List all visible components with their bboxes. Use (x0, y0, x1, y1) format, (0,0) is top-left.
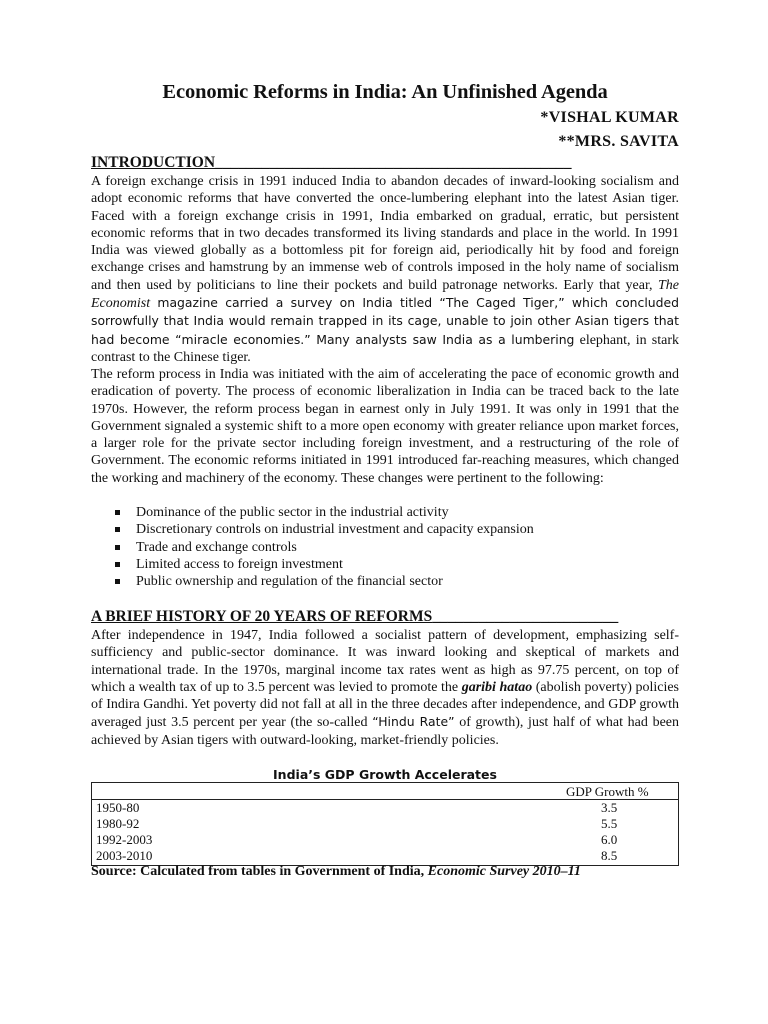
table-cell-growth: 8.5 (601, 848, 618, 863)
list-item-text: Limited access to foreign investment (136, 556, 343, 572)
history-p1-text-a: After independence in 1947, India followed a socialist pattern of development, emphasizing self-sufficiency and public-sector dominance. It was inward looking and skeptical of markets and international trade. In the 1970s, marginal income tax rates went as high as 97.75 percent, on top of which a wealth tax of up to 3.5 percent was levied to promote the (91, 628, 679, 695)
intro-p1-text-b: magazine carried a survey on India titled “The Caged Tiger,” which concluded sorrowfully that India would remain trapped in its cage, unable to join other Asian tigers that had become “miracle economies.” Many analysts saw India as a lumbering (91, 295, 679, 347)
bullet-square-icon (115, 545, 120, 550)
table-cell-growth: 5.5 (601, 816, 618, 831)
author-2: **MRS. SAVITA (558, 133, 679, 150)
table-row (96, 800, 672, 816)
list-item-text: Public ownership and regulation of the financial sector (136, 574, 443, 590)
table-cell-period: 1992-2003 (96, 832, 153, 847)
list-item (91, 556, 534, 573)
list-item-text: Trade and exchange controls (136, 539, 297, 555)
table-cell-period: 1980-92 (96, 816, 140, 831)
history-p1-bolditalic: garibi hatao (461, 679, 533, 695)
intro-p1-text-a: A foreign exchange crisis in 1991 induced India to abandon decades of inward-looking socialism and adopt economic reforms that have converted the once-lumbering elephant into the latest Asian tiger. Faced with a foreign exchange crisis in 1991, India embarked on gradual, erratic, but persistent economic reforms that in two decades transformed its living standards and place in the world. In 1991 India was viewed globally as a bottomless pit for foreign aid, periodically hit by food and foreign exchange crises and hamstrung by an immense web of controls imposed in the holy name of socialism and then used by politicians to line their pockets and build patronage networks. Early that year, (91, 174, 679, 293)
list-item (91, 539, 534, 556)
list-item (91, 573, 534, 590)
intro-p1-text-c: elephant, in stark contrast to the Chinese tiger. (91, 332, 680, 365)
list-item (91, 521, 534, 538)
list-item (91, 504, 534, 521)
history-p1-text-c: of growth), just half of what had been achieved by Asian tigers with outward-looking, market-friendly policies. (91, 715, 679, 748)
section-heading-introduction (91, 154, 669, 172)
heading-text: A BRIEF HISTORY OF 20 YEARS OF REFORMS (91, 608, 433, 625)
table-cell-period: 2003-2010 (96, 848, 153, 863)
source-prefix: Source: Calculated from tables in Government of India, (91, 864, 428, 879)
table-source-note (91, 864, 581, 880)
paper-title: Economic Reforms in India: An Unfinished Agenda (162, 81, 608, 103)
bullet-square-icon (115, 579, 120, 584)
intro-p1-italic: The Economist (91, 277, 679, 312)
table-cell-growth: 6.0 (601, 832, 618, 847)
section-heading-history (91, 608, 673, 626)
table-cell-growth: 3.5 (601, 800, 618, 815)
history-paragraph-1 (91, 627, 679, 749)
source-publication: Economic Survey 2010–11 (427, 864, 581, 879)
list-item-text: Discretionary controls on industrial investment and capacity expansion (136, 522, 534, 538)
bullet-square-icon (115, 527, 120, 532)
intro-paragraph-2: The reform process in India was initiated with the aim of accelerating the pace of economic growth and eradication of poverty. The process of economic liberalization in India can be traced back to the late 1970s. However, the reform process began in earnest only in July 1991. It was only in 1991 that the Government signaled a systemic shift to a more open economy with greater reliance upon market forces, a larger role for the private sector including foreign investment, and a restructuring of the role of Government. The economic reforms initiated in 1991 introduced far-reaching measures, which changed the working and machinery of the economy. These changes were pertinent to the following: (91, 367, 679, 486)
author-1: *VISHAL KUMAR (540, 109, 679, 126)
reform-areas-list (91, 504, 534, 590)
table-cell-period: 1950-80 (96, 800, 140, 815)
history-p1-text-b: (abolish poverty) policies of Indira Gandhi. Yet poverty did not fall at all in the three decades after independence, and GDP growth averaged just 3.5 percent per year (the so-called (91, 679, 679, 731)
table-row (96, 816, 672, 832)
gdp-growth-table (91, 782, 679, 866)
bullet-square-icon (115, 562, 120, 567)
intro-paragraph-1 (91, 173, 679, 366)
bullet-square-icon (115, 510, 120, 515)
table-row (96, 832, 672, 848)
table-row (96, 848, 672, 864)
heading-underline: ________________________ (432, 608, 619, 625)
heading-text: INTRODUCTION (91, 154, 216, 171)
list-item-text: Dominance of the public sector in the industrial activity (136, 505, 449, 520)
history-p1-sans: “Hindu Rate” (372, 714, 455, 730)
table-title: India’s GDP Growth Accelerates (273, 767, 497, 782)
table-column-header: GDP Growth % (566, 784, 649, 799)
heading-underline: ______________________________________________ (215, 154, 572, 171)
